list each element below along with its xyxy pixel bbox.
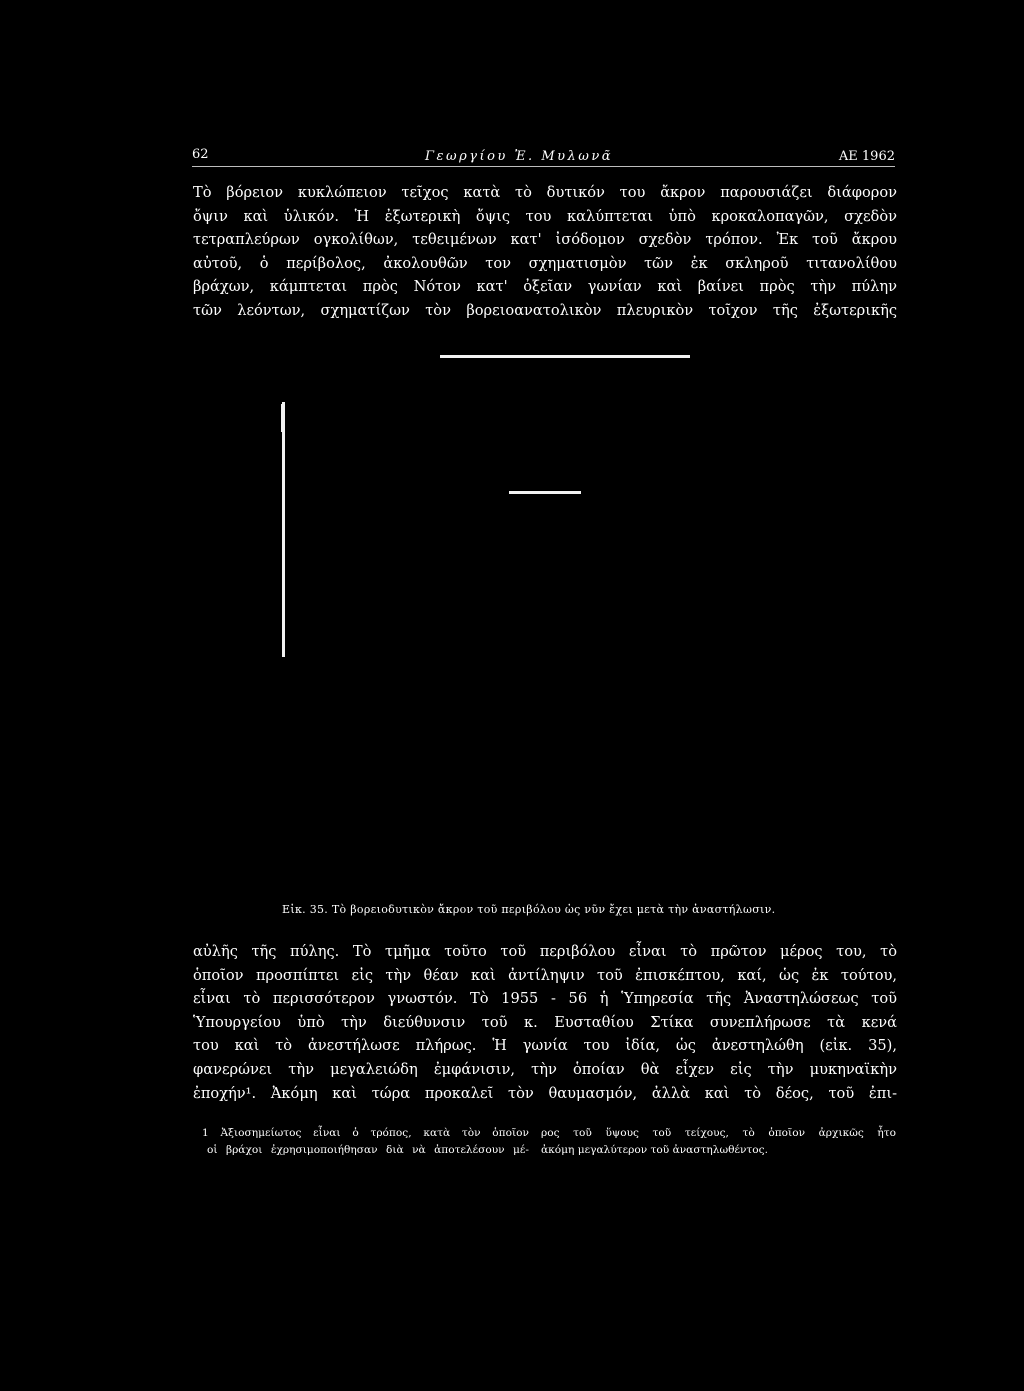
paragraph-line: Τὸ βόρειον κυκλώπειον τεῖχος κατὰ τὸ δυτικόν του ἄκρον παρουσιάζει διάφορον xyxy=(193,184,897,201)
footnote-line: ἀκόμη μεγαλύτερον τοῦ ἀναστηλωθέντος. xyxy=(541,1143,768,1156)
photo-highlight xyxy=(509,491,581,494)
paragraph-line: τῶν λεόντων, σχηματίζων τὸν βορειοανατολικὸν πλευρικὸν τοῖχον τῆς ἐξωτερικῆς xyxy=(193,301,897,319)
paragraph-line: βράχων, κάμπτεται πρὸς Νότον κατ' ὀξεῖαν γωνίαν καὶ βαίνει πρὸς τὴν πύλην xyxy=(193,278,897,296)
running-head-author: Γεωργίου Ἐ. Μυλωνᾶ xyxy=(425,149,614,164)
page-number: 62 xyxy=(192,147,209,162)
photo-highlight xyxy=(440,355,690,358)
figure-caption: Εἰκ. 35. Τὸ βορειοδυτικὸν ἄκρον τοῦ περιβόλου ὡς νῦν ἔχει μετὰ τὴν ἀναστήλωσιν. xyxy=(282,903,776,916)
paragraph-line: αὐτοῦ, ὁ περίβολος, ἀκολουθῶν τον σχηματισμὸν τῶν ἐκ σκληροῦ τιτανολίθου xyxy=(193,254,897,272)
paragraph-line: ὄψιν καὶ ὑλικόν. Ἡ ἐξωτερικὴ ὄψις του καλύπτεται ὑπὸ κροκαλοπαγῶν, σχεδὸν xyxy=(193,207,897,225)
footnote-column-left xyxy=(202,1125,529,1158)
paragraph-line: Ὑπουργείου ὑπὸ τὴν διεύθυνσιν τοῦ κ. Ευσταθίου Στίκα συνεπλήρωσε τὰ κενά xyxy=(193,1013,897,1031)
paragraph-line: του καὶ τὸ ἀνεστήλωσε πλήρως. Ἡ γωνία του ἰδία, ὡς ἀνεστηλώθη (εἰκ. 35), xyxy=(193,1037,897,1055)
paragraph-line: τετραπλεύρων ογκολίθων, τεθειμένων κατ' ἰσόδομον σχεδὸν τρόπον. Ἐκ τοῦ ἄκρου xyxy=(193,231,897,249)
paragraph-line: ἐποχήν¹. Ἀκόμη καὶ τώρα προκαλεῖ τὸν θαυμασμόν, ἀλλὰ καὶ τὸ δέος, τοῦ ἐπι- xyxy=(193,1084,897,1102)
photo-highlight xyxy=(281,404,283,432)
figure-photograph xyxy=(281,352,881,892)
paragraph-line: φανερώνει τὴν μεγαλειώδη ἐμφάνισιν, τὴν ὁποίαν θὰ εἶχεν εἰς τὴν μυκηναϊκὴν xyxy=(193,1060,897,1078)
paragraph-line: αὐλῆς τῆς πύλης. Τὸ τμῆμα τοῦτο τοῦ περιβόλου εἶναι τὸ πρῶτον μέρος του, τὸ xyxy=(193,943,897,960)
body-paragraph-1 xyxy=(193,181,897,323)
header-rule xyxy=(192,166,895,167)
footnote-line: οἱ βράχοι ἐχρησιμοποιήθησαν διὰ νὰ ἀποτελέσουν μέ- xyxy=(207,1143,529,1156)
running-head xyxy=(192,147,895,173)
body-paragraph-2 xyxy=(193,940,897,1105)
running-head-journal: ΑΕ 1962 xyxy=(838,149,895,164)
footnote-column-right xyxy=(541,1125,896,1158)
paragraph-line: εἶναι τὸ περισσότερον γνωστόν. Τὸ 1955 - 56 ἡ Ὑπηρεσία τῆς Ἀναστηλώσεως τοῦ xyxy=(193,990,897,1008)
photo-highlight xyxy=(282,402,285,657)
paragraph-line: ὁποῖον προσπίπτει εἰς τὴν θέαν καὶ ἀντίληψιν τοῦ ἐπισκέπτου, καί, ὡς ἐκ τούτου, xyxy=(193,966,897,984)
footnote-line: 1 Ἀξιοσημείωτος εἶναι ὁ τρόπος, κατὰ τὸν ὁποῖον xyxy=(202,1127,529,1139)
footnote-line: ρος τοῦ ὕψους τοῦ τείχους, τὸ ὁποῖον ἀρχικῶς ἦτο xyxy=(541,1127,896,1139)
